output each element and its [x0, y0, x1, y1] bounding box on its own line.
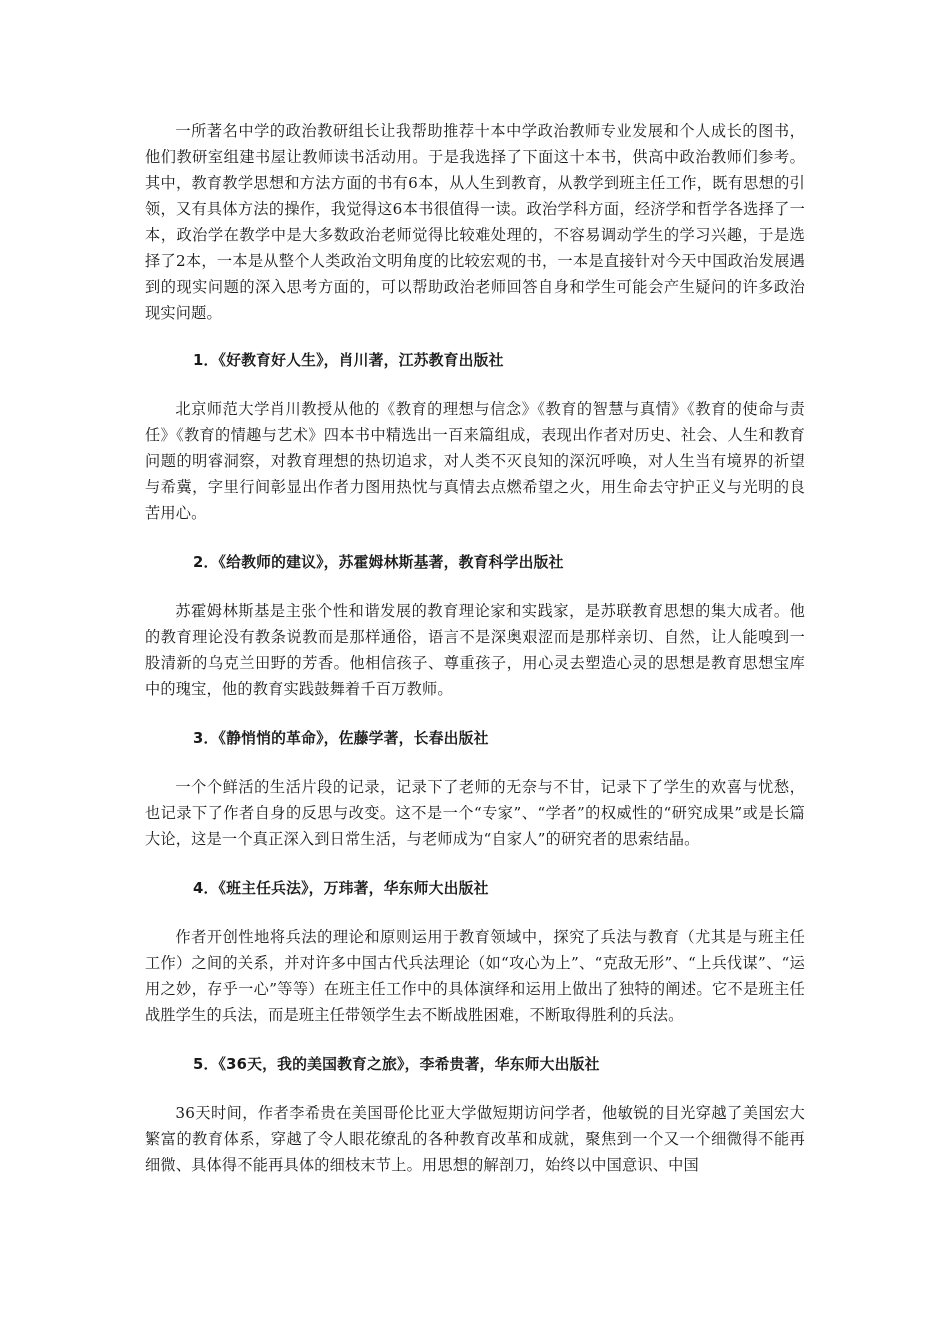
book-4-description: 作者开创性地将兵法的理论和原则运用于教育领域中，探究了兵法与教育（尤其是与班主任工作）之间的关系，并对许多中国古代兵法理论（如“攻心为上”、“克敌无形”、“上兵伐谋”、“运用之妙，存乎一心”等等）在班主任工作中的具体演绎和运用上做出了独特的阐述。它不是班主任战胜学生的兵法，而是班主任带领学生去不断战胜困难，不断取得胜利的兵法。: [145, 928, 805, 1024]
document-page: [145, 118, 805, 1178]
book-4-heading: 4．《班主任兵法》，万玮著，华东师大出版社: [193, 880, 489, 897]
book-3-heading: 3．《静悄悄的革命》，佐藤学著，长春出版社: [193, 730, 489, 747]
book-2-description: 苏霍姆林斯基是主张个性和谐发展的教育理论家和实践家，是苏联教育思想的集大成者。他的教育理论没有教条说教而是那样通俗，语言不是深奥艰涩而是那样亲切、自然，让人能嗅到一股清新的乌克兰田野的芳香。他相信孩子、尊重孩子，用心灵去塑造心灵的思想是教育思想宝库中的瑰宝，他的教育实践鼓舞着千百万教师。: [145, 602, 805, 698]
book-1-description: 北京师范大学肖川教授从他的《教育的理想与信念》《教育的智慧与真情》《教育的使命与责任》《教育的情趣与艺术》四本书中精选出一百来篇组成，表现出作者对历史、社会、人生和教育问题的明睿洞察，对教育理想的热切追求，对人类不灭良知的深沉呼唤，对人生当有境界的祈望与希冀，字里行间彰显出作者力图用热忱与真情去点燃希望之火，用生命去守护正义与光明的良苦用心。: [145, 400, 805, 522]
book-3-description: 一个个鲜活的生活片段的记录，记录下了老师的无奈与不甘，记录下了学生的欢喜与忧愁，也记录下了作者自身的反思与改变。这不是一个“专家”、“学者”的权威性的“研究成果”或是长篇大论，这是一个真正深入到日常生活，与老师成为“自家人”的研究者的思索结晶。: [145, 778, 805, 848]
book-5-description: 36天时间，作者李希贵在美国哥伦比亚大学做短期访问学者，他敏锐的目光穿越了美国宏大繁富的教育体系，穿越了令人眼花缭乱的各种教育改革和成就，聚焦到一个又一个细微得不能再细微、具体得不能再具体的细枝末节上。用思想的解剖刀，始终以中国意识、中国: [145, 1104, 805, 1174]
intro-paragraph: 一所著名中学的政治教研组长让我帮助推荐十本中学政治教师专业发展和个人成长的图书，他们教研室组建书屋让教师读书活动用。于是我选择了下面这十本书，供高中政治教师们参考。其中，教育教学思想和方法方面的书有6本，从人生到教育，从教学到班主任工作，既有思想的引领，又有具体方法的操作，我觉得这6本书很值得一读。政治学科方面，经济学和哲学各选择了一本，政治学在教学中是大多数政治老师觉得比较难处理的，不容易调动学生的学习兴趣，于是选择了2本，一本是从整个人类政治文明角度的比较宏观的书，一本是直接针对今天中国政治发展遇到的现实问题的深入思考方面的，可以帮助政治老师回答自身和学生可能会产生疑问的许多政治现实问题。: [145, 122, 805, 322]
book-2-heading: 2．《给教师的建议》，苏霍姆林斯基著，教育科学出版社: [193, 554, 564, 571]
book-5-heading: 5．《36天，我的美国教育之旅》，李希贵著，华东师大出版社: [193, 1056, 600, 1073]
book-1-heading: 1．《好教育好人生》，肖川著，江苏教育出版社: [193, 352, 504, 369]
